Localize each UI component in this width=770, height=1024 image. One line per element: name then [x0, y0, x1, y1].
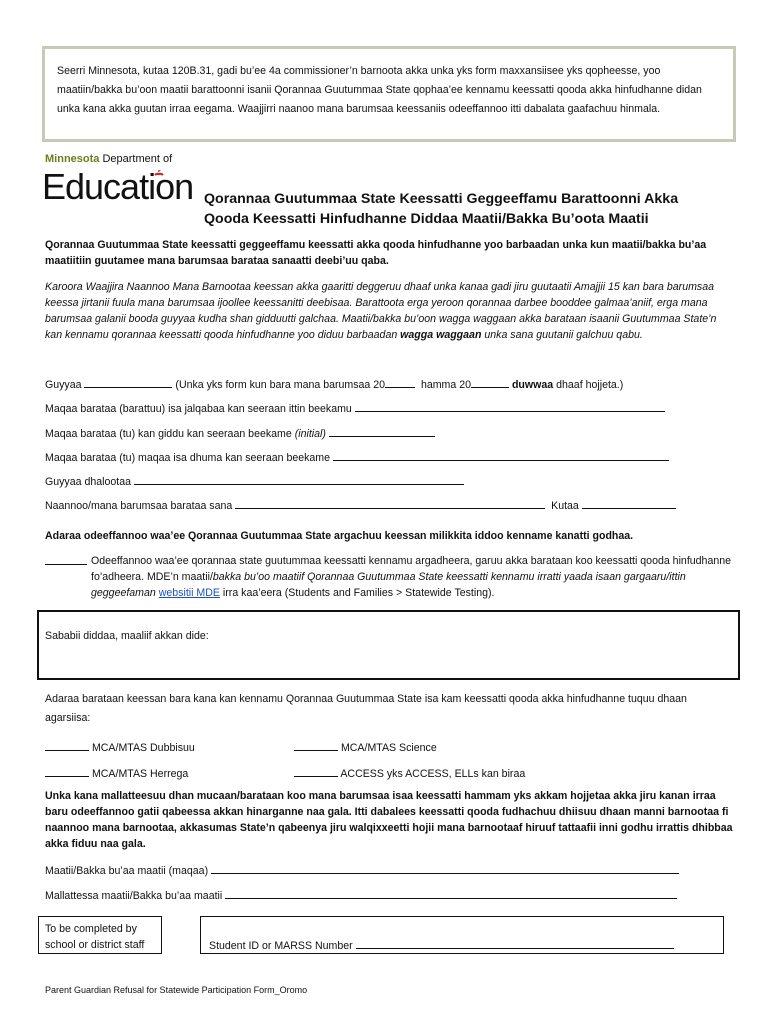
legal-notice-text: Seerri Minnesota, kutaa 120B.31, gadi bu’ee 4a commissioner’n barnoota akka unka yks form maxxansiisee yks qopheesse, yoo maatiin/bakka bu’oon maatii barattoonni isanii Qorannaa Guutummaa State qophaa’ee kennamu keessatti qooda akka hinfudhanne didan unka kana akka guutan irraa eegama. Waajjirri naanoo mana barumsaa keessaniis odeeffannoo itti dabalata gaafachuu hinmala. — [57, 65, 702, 115]
birth-date-label: Guyyaa dhalootaa — [45, 476, 131, 488]
staff-box — [38, 916, 162, 954]
purpose-text-2: irra kaa’eera (Students and Families > Statewide Testing). — [219, 587, 495, 599]
purpose-checkbox-line[interactable] — [45, 552, 87, 565]
school-input[interactable] — [235, 496, 545, 509]
student-id-input[interactable] — [356, 936, 674, 949]
test-label-math: MCA/MTAS Herrega — [91, 768, 189, 780]
logo-edu-a: Educati — [42, 166, 156, 207]
first-name-input[interactable] — [355, 399, 665, 412]
mde-website-link[interactable]: websitii MDE — [158, 587, 220, 599]
parent-name-label: Maatii/Bakka bu’aa maatii (maqaa) — [45, 865, 209, 877]
last-name-label: Maqaa barataa (tu) maqaa isa dhuma kan seeraan beekame — [45, 452, 331, 464]
tests-intro: Adaraa barataan keessan bara kana kan kennamu Qorannaa Guutummaa State isa kam keessatti qooda akka hinfudhanne tuquu dhaan agarsiisa: — [45, 693, 687, 724]
test-label-reading: MCA/MTAS Dubbisuu — [91, 742, 195, 754]
parent-name-input[interactable] — [211, 861, 679, 874]
intro-italic-1: Karoora Waajjira Naannoo Mana Barnootaa keessan akka gaaritti deggeruu dhaaf unka kanaa gadi jiru guutaatii Amajjii 15 kan bara barumsaa keessa jirtanii fuula mana barumsaa ijoollee keessanitti deebisaa. Barattoota erga yeroon qorannaa darbee booddee galmaa’aniif, erga mana barumsaa galanii booda guyyaa kudha shan gidduutti galchaa. Maatii/bakka bu’oon wagga waggaan akka barataan isaanii Guutummaa State’n kan kennamu qorannaa keessatti qooda hinfudhanne yoo diduu barbaadan — [45, 281, 717, 341]
test-option-math[interactable] — [45, 764, 188, 780]
grade-label: Kutaa — [551, 500, 579, 512]
logo-department: Department of — [99, 153, 173, 165]
title-line-1: Qorannaa Guutummaa State Keessatti Geggeeffamu Barattoonni Akka — [204, 191, 679, 207]
legal-notice-box — [42, 46, 736, 142]
test-label-science: MCA/MTAS Science — [340, 742, 437, 754]
year-bold-text: duwwaa — [511, 379, 554, 391]
year-start-input[interactable] — [385, 375, 415, 388]
middle-name-row — [45, 424, 435, 440]
last-name-input[interactable] — [333, 448, 669, 461]
reason-label: Sababii diddaa, maaliif akkan dide: — [45, 630, 209, 642]
middle-name-label: Maqaa barataa (tu) kan giddu kan seeraan beekame — [45, 428, 295, 440]
intro-italic-bold: wagga waggaan — [400, 329, 482, 341]
logo-o-icon: o — [155, 166, 175, 207]
school-row — [45, 496, 676, 512]
parent-signature-input[interactable] — [225, 886, 677, 899]
reason-box[interactable] — [37, 610, 740, 680]
birth-date-input[interactable] — [134, 472, 464, 485]
year-hamma-text: hamma 20 — [420, 379, 471, 391]
year-mid-text: (Unka yks form kun bara mana barumsaa 20 — [175, 379, 386, 391]
date-input-line[interactable] — [84, 375, 172, 388]
access-checkbox-line[interactable] — [294, 764, 338, 777]
page-title — [204, 189, 744, 229]
first-name-label: Maqaa barataa (barattuu) isa jalqabaa kan seeraan ittin beekamu — [45, 403, 352, 415]
consent-text: Unka kana mallatteesuu dhan mucaan/barataan koo mana barumsaa isaa keessatti hammam yks akkam hojjetaa akka jiru kanan irraa baru odeeffannoo gatii qabeessa akkan hinarganne naa gala. Itti dabalees keessatti qooda fudhachuu dhiisuu dhaan manni barnootaa fi naannoo mana barnootaa, akkasumas State’n qabeenya jiru walqixxeetti hojii mana barnootaaf hiruuf tattaafii inni godhu irrattis dhibbaa akka fiduu naa gala. — [45, 790, 733, 850]
birth-date-row — [45, 472, 464, 488]
middle-name-input[interactable] — [329, 424, 435, 437]
student-id-box — [200, 916, 724, 954]
parent-sign-row — [45, 886, 677, 902]
year-label: Guyyaa — [45, 379, 82, 391]
purpose-heading: Adaraa odeeffannoo waa’ee Qorannaa Guutummaa State argachuu keessan milikkita iddoo kenname kanatti godhaa. — [45, 530, 634, 542]
purpose-text-1: Odeeffannoo waa’ee qorannaa state guutummaa keessatti kennamu argadheera, garuu akka barataan koo keessatti qooda hinfudhanne fo’adheera. MDE’n maatii/ — [91, 555, 732, 583]
intro-bold: Qorannaa Guutummaa State keessatti geggeeffamu keessatti akka qooda hinfudhanne yoo barbaadan unka kun maatii/bakka bu’aa maatiitiin guutamee mana barumsaa barataa sanaatti deebi’uu qaba. — [45, 239, 707, 267]
purpose-text-italic: bakka bu’oo maatiif Qorannaa Guutummaa State keessatti kennamu irratti yaada isaan gargaaru/ittin geggeefaman — [91, 571, 686, 599]
middle-name-initial: (initial) — [294, 428, 326, 440]
math-checkbox-line[interactable] — [45, 764, 89, 777]
footer: Parent Guardian Refusal for Statewide Participation Form_Oromo — [45, 985, 308, 995]
test-option-reading[interactable] — [45, 738, 195, 754]
test-label-access: ACCESS yks ACCESS, ELLs kan biraa — [340, 768, 526, 780]
science-checkbox-line[interactable] — [294, 738, 338, 751]
reading-checkbox-line[interactable] — [45, 738, 89, 751]
title-line-2: Qooda Keessatti Hinfudhanne Diddaa Maatii/Bakka Bu’oota Maatii — [204, 211, 649, 227]
student-id-label: Student ID or MARSS Number — [209, 940, 353, 952]
intro-italic — [45, 279, 735, 343]
grade-input[interactable] — [582, 496, 676, 509]
first-name-row — [45, 399, 665, 415]
year-row — [45, 375, 623, 391]
test-option-science[interactable] — [294, 738, 437, 754]
mde-logo-top — [45, 153, 172, 165]
parent-name-row — [45, 861, 679, 877]
logo-minnesota: Minnesota — [45, 153, 100, 165]
last-name-row — [45, 448, 669, 464]
purpose-text — [91, 553, 741, 601]
test-option-access[interactable] — [294, 764, 525, 780]
logo-edu-b: n — [174, 166, 194, 207]
mde-logo-education — [42, 166, 193, 208]
staff-box-label: To be completed by school or district staff — [45, 923, 145, 951]
intro-italic-2: unka sana guutanii galchuu qabu. — [481, 329, 643, 341]
year-end-input[interactable] — [471, 375, 509, 388]
parent-sign-label: Mallattessa maatii/Bakka bu’aa maatii — [45, 890, 223, 902]
apple-logo-icon — [152, 170, 166, 184]
school-label: Naannoo/mana barumsaa barataa sana — [45, 500, 233, 512]
year-end-text: dhaaf hojjeta.) — [556, 379, 624, 391]
